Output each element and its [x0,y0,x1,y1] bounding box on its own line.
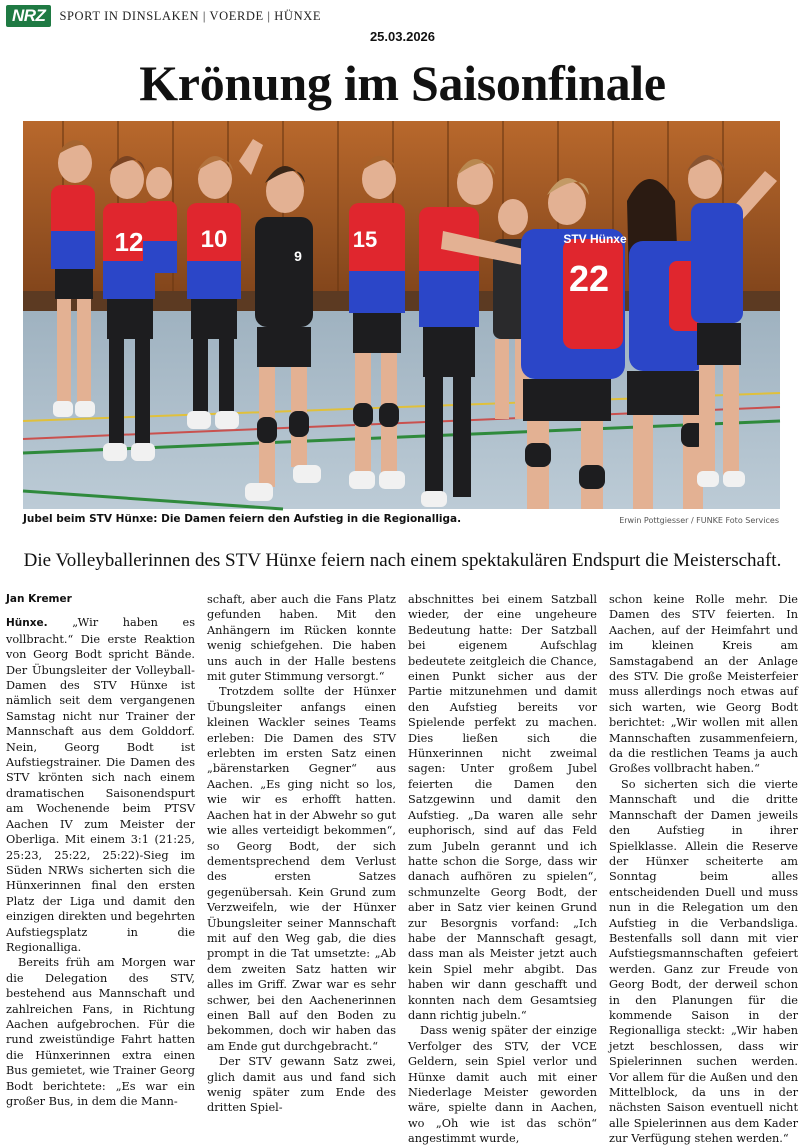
dateline: Hünxe. [6,617,48,630]
issue-date: 25.03.2026 [369,29,436,44]
section-title: SPORT IN DINSLAKEN | VOERDE | HÜNXE [59,8,322,23]
subheadline: Die Volleyballerinnen des STV Hünxe feiern nach einem spektakulären Endspurt die Meisterschaft. [23,550,782,571]
paragraph [6,615,195,955]
paragraph: So sicherten sich die vierte Mannschaft und die dritte Mannschaft der Damen jeweils den Aufstieg in ihrer Spielklasse. Allein die Reserve der Hünxer scheiterte am Sonntag beim alles entscheidenden Duell und muss nun in die Relegation um den Aufstieg in die Verbandsliga. Bestenfalls soll dann mit vier Aufstiegsmannschaften gefeiert werden. Ganz zur Freude von Georg Bodt, der derweil schon in den Planungen für die kommende Saison in der Regionalliga steckt: „Wir haben jetzt beschlossen, dass wir Spielerinnen suchen werden. Vor allem für die Außen und den Mittelblock, da uns in der nächsten Saison eventuell nicht alle Spielerinnen aus dem Kader zur Verfügung stehen werden.“ [609,777,798,1146]
jersey-number-9: 9 [294,248,302,264]
jersey-text: STV Hünxe [563,232,627,246]
jersey-number-15: 15 [352,227,378,252]
article-column-3 [408,592,597,1146]
jersey-number-22: 22 [568,258,610,299]
article-column-4 [609,592,798,1146]
jersey-number-12: 12 [114,227,144,257]
masthead [6,4,321,28]
paragraph: Bereits früh am Morgen war die Delegation des STV, bestehend aus Mannschaft und zahlreichen Fans, in Richtung Aachen aufgebrochen. Für die rund zweistündige Fahrt hatten die Hünxerinnen extra einen Bus gemietet, wie Trainer Georg Bodt berichtete: „Es war ein großer Bus, in dem die Mann- [6,956,195,1108]
paragraph: Dass wenig später der einzige Verfolger des STV, der VCE Geldern, sein Spiel verlor und Hünxe damit auch mit einer Niederlage Meister geworden wäre, spielte dann in Aachen, wo „Oh wie ist das schön“ angestimmt wurde, [408,1024,597,1146]
volleyball-celebration-image [23,121,780,509]
article-column-2 [207,592,396,1115]
newspaper-logo: NRZ [6,5,51,27]
article-photo [23,121,780,509]
paragraph-text: „Wir haben es vollbracht.“ Die erste Reaktion von Georg Bodt spricht Bände. Der Übungsleiter der Volleyball-Damen des STV Hünxe ist nämlich seit dem vergangenen Samstag nicht nur Trainer der Mannschaft aus dem Golddorf. Nein, Georg Bodt ist Aufstiegstrainer. Die Damen des STV krönten sich nach einem dramatischen Saisonendspurt am Wochenende beim PTSV Aachen IV zum Meister der Oberliga. Mit einem 3:1 (21:25, 25:23, 25:22, 25:22)-Sieg im Süden NRWs sicherten sich die Hünxerinnen final den ersten Platz der Liga und damit den einzigen direkten und begehrten Aufstiegsplatz in die Regionalliga. [6,616,195,954]
article-body [6,592,798,1146]
photo-credit: Erwin Pottgiesser / FUNKE Foto Services [619,516,779,525]
photo-caption: Jubel beim STV Hünxe: Die Damen feiern den Aufstieg in die Regionalliga. [23,513,462,525]
paragraph: schaft, aber auch die Fans Platz gefunden haben. Mit den Anhängern im Rücken konnte wenig schiefgehen. Die haben uns auch in der Halle bestens mit guter Stimmung versorgt.“ [207,593,396,684]
paragraph: abschnittes bei einem Satzball wieder, der eine ungeheure Bedeutung hatte: Der Satzball bei eigenem Aufschlag bedeutete zeitgleich die Chance, einen Punkt sicher aus der Partie mitzunehmen und damit den Aufstieg bereits vor Spielende perfekt zu machen. Dies ließen sich die Hünxerinnen nicht zweimal sagen: Unter großem Jubel feierten die Damen den Satzgewinn und damit den Aufstieg. „Da waren alle sehr euphorisch, sind auf das Feld zum Jubeln gerannt und ich hatte schon die Sorge, dass wir danach aufhören zu spielen“, schmunzelte Georg Bodt, der aber in Satz vier keinen Grund zur Besorgnis vorfand: „Ich habe der Mannschaft gesagt, dass man als Meister jetzt auch kein Spiel mehr abgibt. Das haben wir dann geschafft und konnten nach dem Gesamtsieg dann richtig jubeln.“ [408,593,597,1022]
headline: Krönung im Saisonfinale [139,55,666,111]
paragraph: Trotzdem sollte der Hünxer Übungsleiter anfangs einen kleinen Wackler seines Teams erleben: Die Damen des STV erlebten im ersten Satz einen „bärenstarken Gegner“ aus Aachen. „Es ging nicht so los, wie wir es erhofft hatten. Aachen hat in der Abwehr so gut wie alles verteidigt bekommen“, so Georg Bodt, der sich dementsprechend dem Verlust des ersten Satzes gegenübersah. Kein Grund zum Verzweifeln, wie der Hünxer Übungsleiter seiner Mannschaft mit auf den Weg gab, die dies prompt in die Tat umsetzte: „Ab dem zweiten Satz hatten wir alles im Griff. Zwar war es sehr schwer, bei den Aachenerinnen einen Ball auf den Boden zu bekommen, doch wir haben das am Ende gut durchgebracht.“ [207,685,396,1053]
paragraph: Der STV gewann Satz zwei, glich damit aus und fand sich wenig später zum Ende des dritten Spiel- [207,1055,396,1115]
paragraph: schon keine Rolle mehr. Die Damen des STV feierten. In Aachen, auf der Heimfahrt und im kleinen Kreis am Samstagabend an der Anlage des STV. Die große Meisterfeier muss allerdings noch etwas auf sich warten, wie Georg Bodt berichtet: „Wir wollen mit allen Mannschaften zusammenfeiern, da die restlichen Teams ja auch Großes vollbracht haben.“ [609,593,798,776]
author-byline: Jan Kremer [6,593,72,605]
jersey-number-10: 10 [200,226,228,253]
article-column-1 [6,592,195,1108]
